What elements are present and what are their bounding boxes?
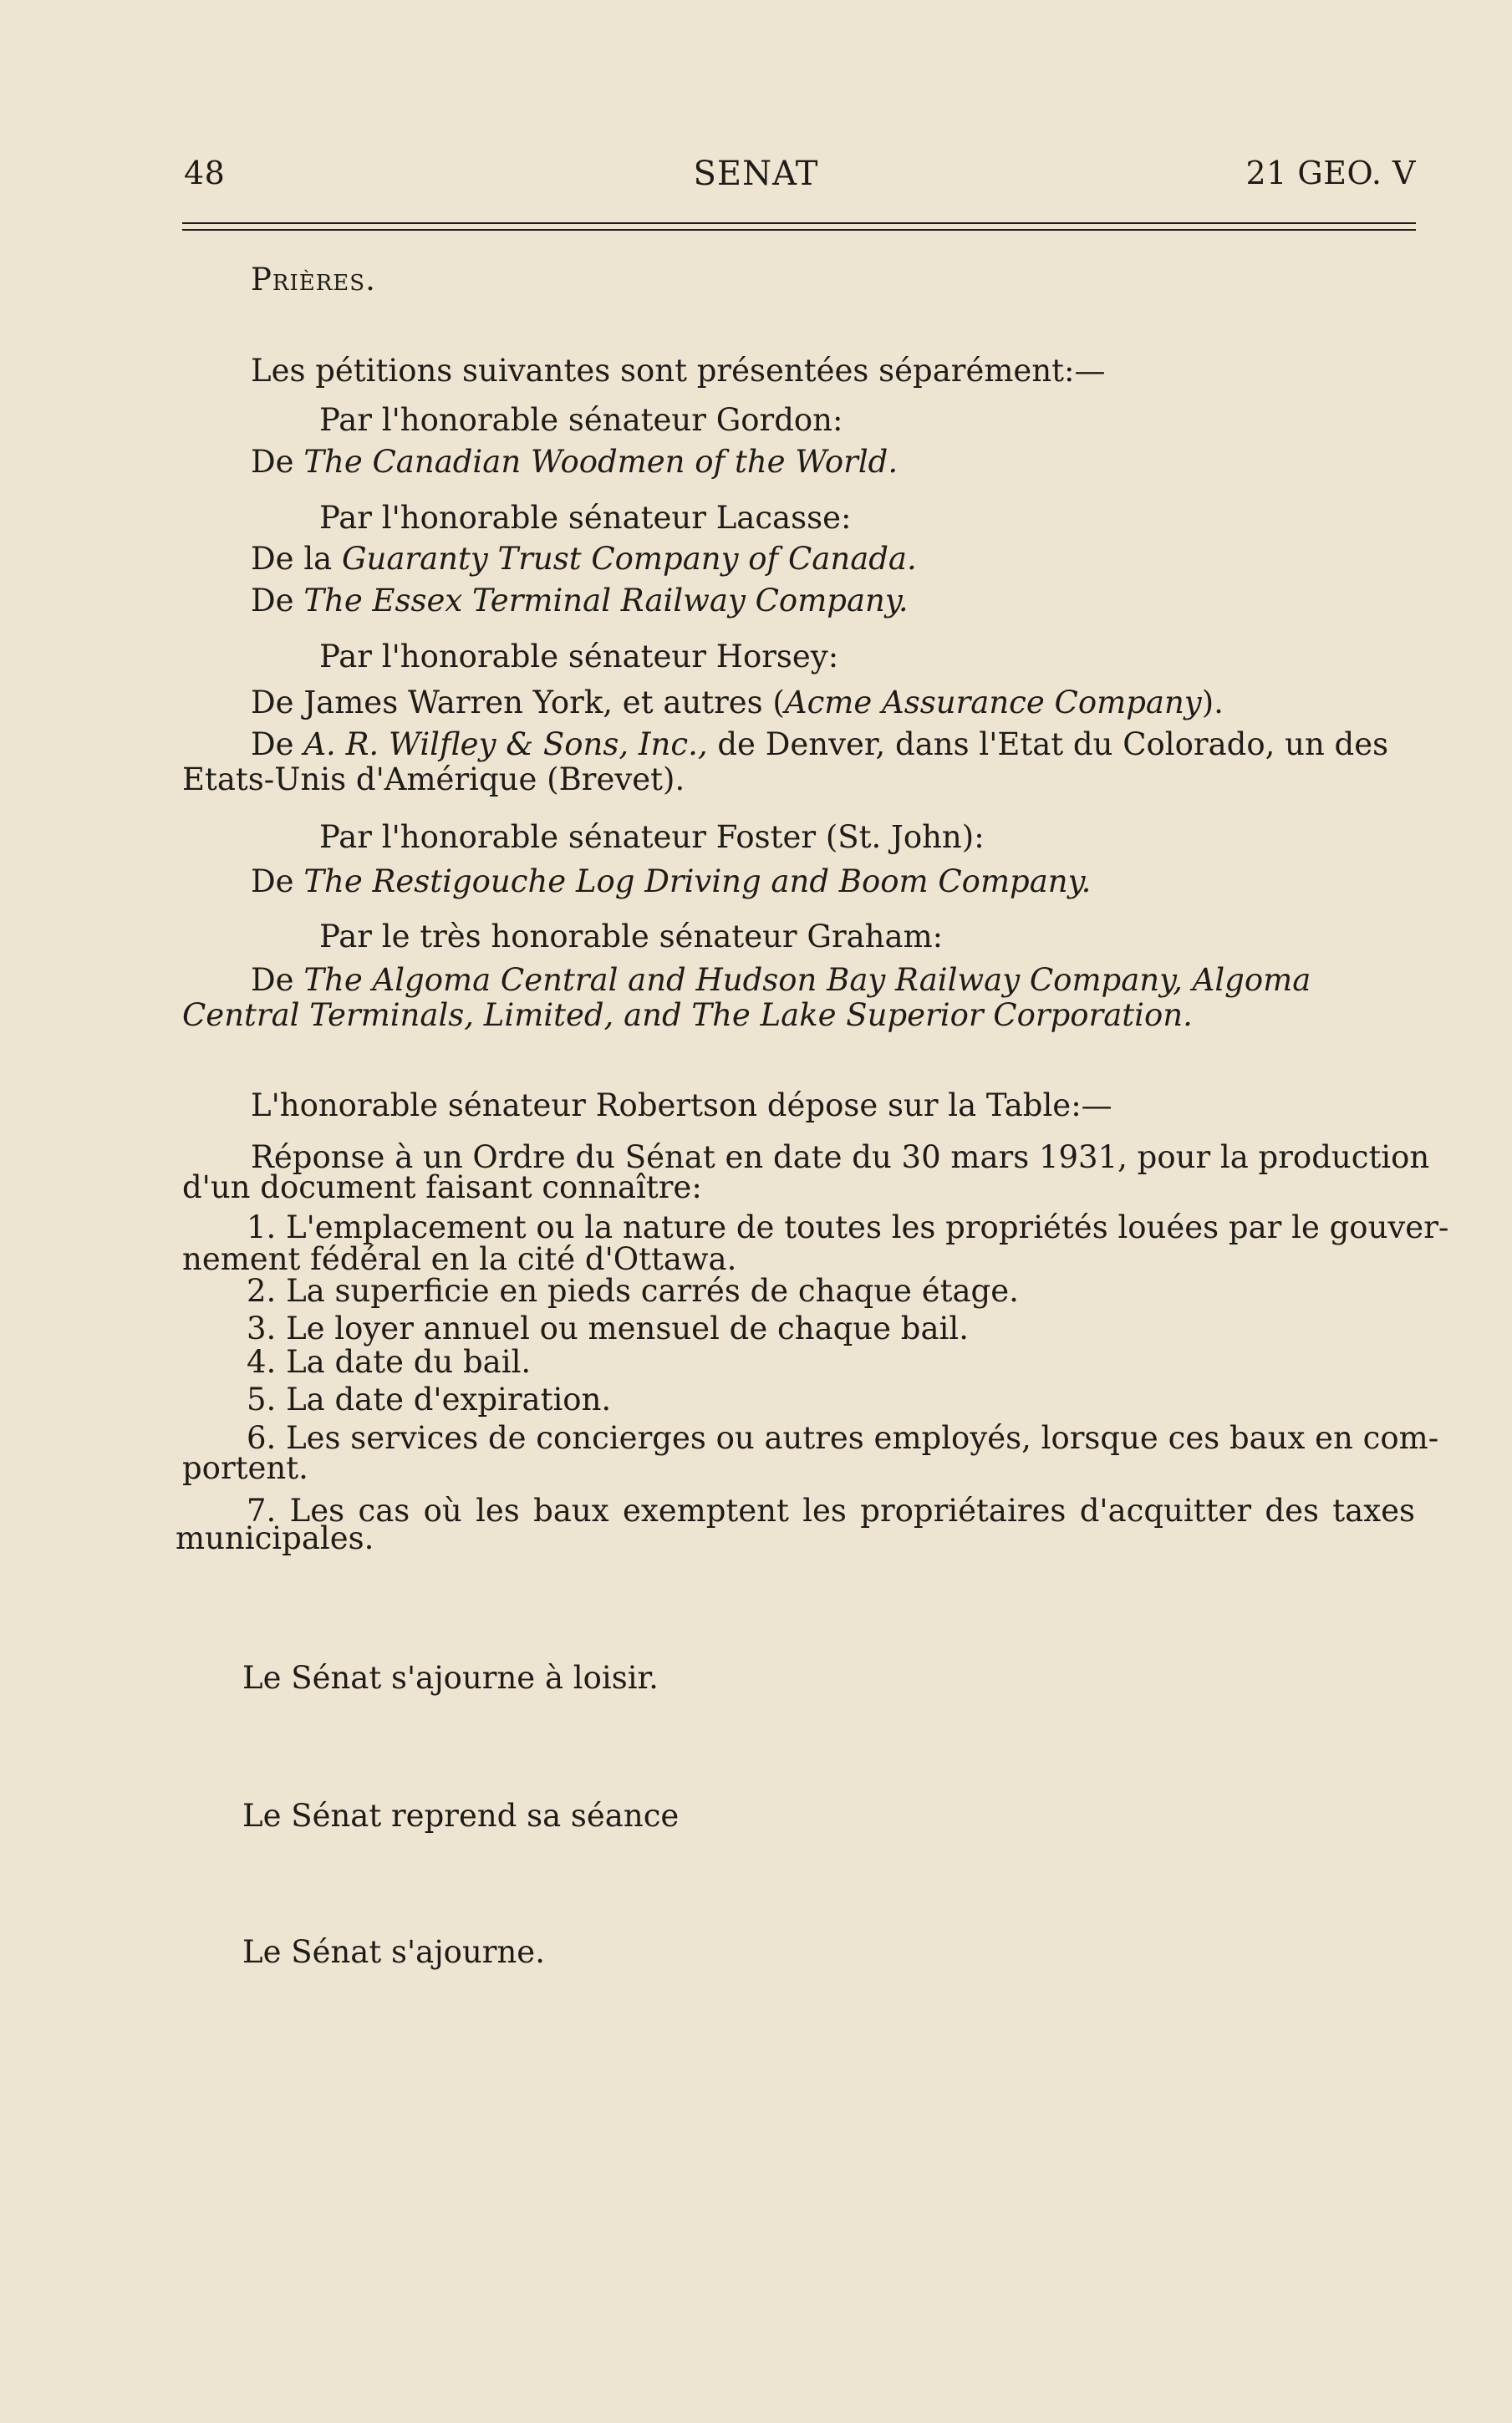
page-title: SENAT (693, 155, 819, 193)
prieres-heading: Prières. (251, 262, 376, 298)
lacasse-petition-2 (251, 582, 909, 620)
horsey-1-end: ). (1201, 685, 1224, 720)
horsey-2-org: A. R. Wilfley & Sons, Inc., (303, 726, 708, 762)
foster-de: De (251, 863, 294, 899)
lacasse-org1: Guaranty Trust Company of Canada. (341, 541, 917, 577)
page-number: 48 (184, 155, 226, 191)
gordon-org: The Canadian Woodmen of the World. (303, 444, 899, 480)
horsey-1-text: De James Warren York, et autres ( (251, 685, 785, 720)
header-rule-top (182, 222, 1416, 224)
horsey-2-line2: Etats-Unis d'Amérique (Brevet). (182, 761, 685, 797)
table-intro: L'honorable sénateur Robertson dépose sur la Table:— (251, 1087, 1112, 1123)
horsey-by: Par l'honorable sénateur Horsey: (319, 639, 839, 674)
graham-org-line2: Central Terminals, Limited, and The Lake Superior Corporation. (182, 997, 1193, 1033)
foster-petition (251, 863, 1091, 901)
horsey-2-de: De (251, 726, 294, 762)
lacasse-de1: De la (251, 541, 333, 577)
item-3: 3. Le loyer annuel ou mensuel de chaque bail. (247, 1311, 969, 1346)
item-4: 4. La date du bail. (247, 1344, 532, 1380)
reponse-line2: d'un document faisant connaître: (182, 1169, 702, 1205)
gordon-petition (251, 443, 898, 481)
reponse-line1: Réponse à un Ordre du Sénat en date du 30 mars 1931, pour la production (251, 1139, 1430, 1175)
closing-reprend: Le Sénat reprend sa séance (242, 1798, 680, 1834)
regnal-year: 21 GEO. V (1245, 155, 1416, 191)
item-6-line1: 6. Les services de concierges ou autres employés, lorsque ces baux en com- (247, 1420, 1439, 1456)
horsey-petition-1 (251, 684, 1224, 722)
horsey-petition-2 (251, 725, 1388, 764)
item-6-line2: portent. (182, 1450, 308, 1486)
item-2: 2. La superficie en pieds carrés de chaque étage. (247, 1273, 1019, 1309)
item-5: 5. La date d'expiration. (247, 1382, 612, 1418)
lacasse-petition-1 (251, 540, 917, 578)
foster-by: Par l'honorable sénateur Foster (St. John): (319, 819, 985, 855)
gordon-de: De (251, 444, 294, 480)
foster-org: The Restigouche Log Driving and Boom Company. (303, 863, 1092, 899)
graham-org-line1: The Algoma Central and Hudson Bay Railway Company, Algoma (303, 962, 1311, 998)
gordon-by: Par l'honorable sénateur Gordon: (319, 402, 843, 438)
graham-by: Par le très honorable sénateur Graham: (319, 919, 944, 954)
item-1-line1: 1. L'emplacement ou la nature de toutes les propriétés louées par le gouver- (247, 1209, 1449, 1245)
item-1-line2: nement fédéral en la cité d'Ottawa. (182, 1241, 737, 1277)
horsey-1-org: Acme Assurance Company (784, 685, 1202, 720)
lacasse-de2: De (251, 583, 294, 618)
header-rule-bottom (182, 229, 1416, 231)
horsey-2-rest: de Denver, dans l'Etat du Colorado, un des (707, 726, 1389, 762)
lacasse-by: Par l'honorable sénateur Lacasse: (319, 500, 852, 536)
petitions-intro: Les pétitions suivantes sont présentées séparément:— (251, 353, 1106, 389)
graham-petition (251, 961, 1311, 1000)
closing-ajourne: Le Sénat s'ajourne. (242, 1934, 545, 1970)
item-7-line2: municipales. (176, 1520, 374, 1556)
item-7-line1: 7. Les cas où les baux exemptent les propriétaires d'acquitter des taxes (247, 1493, 1415, 1529)
lacasse-org2: The Essex Terminal Railway Company. (303, 583, 909, 618)
closing-ajourne-loisir: Le Sénat s'ajourne à loisir. (242, 1660, 659, 1696)
graham-de: De (251, 962, 294, 998)
